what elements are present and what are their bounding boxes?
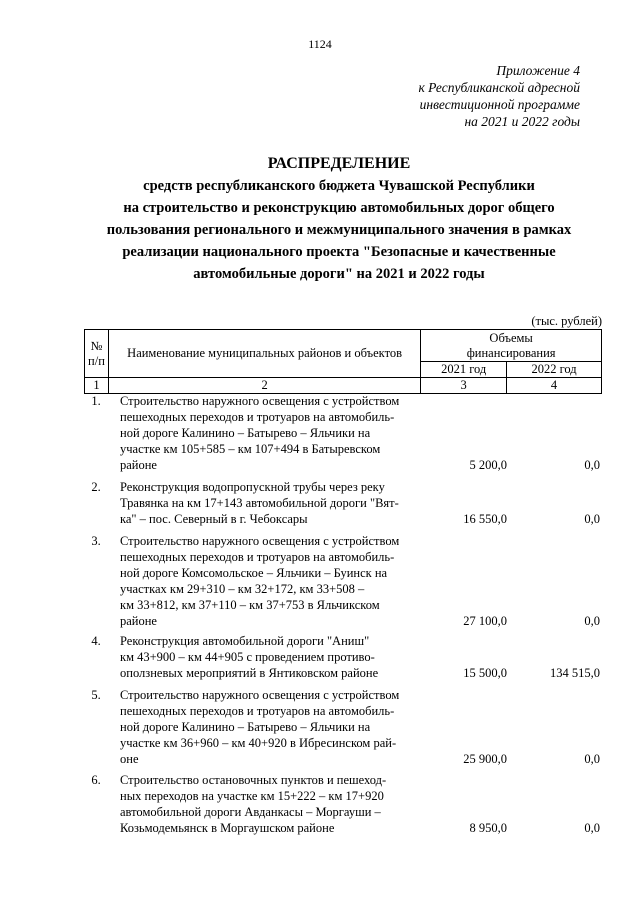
row-object-name	[120, 633, 423, 681]
appendix-line: на 2021 и 2022 годы	[464, 114, 580, 129]
page-number: 1124	[308, 37, 332, 51]
title-line: пользования регионального и межмуниципального значения в рамках	[106, 222, 572, 238]
row-text-line: районе	[120, 458, 157, 472]
row-object-name	[120, 479, 423, 527]
row-text-line: участке км 36+960 – км 40+920 в Ибресинском рай-	[120, 736, 397, 750]
column-number: 1	[85, 378, 109, 394]
table-header	[84, 329, 602, 394]
row-object-name	[120, 687, 423, 767]
value-2022: 0,0	[584, 821, 600, 835]
value-2022: 0,0	[584, 614, 600, 628]
row-text-line: оползневых мероприятий в Янтиковском районе	[120, 666, 379, 680]
document-title	[84, 153, 594, 285]
row-text-line: ной дороге Калинино – Батырево – Яльчики на	[120, 426, 371, 440]
header-year-2022: 2022 год	[507, 362, 602, 378]
row-text-line: км 33+812, км 37+110 – км 37+753 в Яльчикском	[120, 598, 380, 612]
row-text-line: Реконструкция автомобильной дороги "Аниш"	[120, 634, 370, 648]
row-text-line: районе	[120, 614, 157, 628]
row-text-line: автомобильной дороги Авданкасы – Моргауши –	[120, 805, 381, 819]
row-text-line: пешеходных переходов и тротуаров на автомобиль-	[120, 550, 395, 564]
row-text-line: ка" – пос. Северный в г. Чебоксары	[120, 512, 308, 526]
value-2021: 16 550,0	[463, 512, 507, 526]
row-text-line: км 43+900 – км 44+905 с проведением противо-	[120, 650, 375, 664]
header-num-line: №	[90, 338, 103, 353]
row-number: 2.	[91, 480, 101, 494]
row-text-line: Строительство наружного освещения с устройством	[120, 534, 400, 548]
header-num-line: п/п	[88, 353, 105, 368]
value-2022: 0,0	[584, 458, 600, 472]
row-text-line: Строительство наружного освещения с устройством	[120, 688, 400, 702]
row-text-line: участке км 105+585 – км 107+494 в Батыревском	[120, 442, 381, 456]
row-number: 3.	[91, 534, 101, 548]
header-year-2021: 2021 год	[421, 362, 507, 378]
value-2021: 25 900,0	[463, 752, 507, 766]
appendix-line: к Республиканской адресной	[418, 80, 580, 95]
appendix-note	[418, 62, 580, 130]
header-num	[85, 330, 109, 378]
row-object-name	[120, 772, 423, 836]
value-2021: 5 200,0	[469, 458, 507, 472]
row-text-line: оне	[120, 752, 139, 766]
row-text-line: ной дороге Комсомольское – Яльчики – Буинск на	[120, 566, 388, 580]
row-text-line: Козьмодемьянск в Моргаушском районе	[120, 821, 335, 835]
value-2021: 8 950,0	[469, 821, 507, 835]
header-funding	[421, 330, 602, 362]
row-object-name	[120, 533, 423, 629]
row-object-name	[120, 393, 423, 473]
row-text-line: пешеходных переходов и тротуаров на автомобиль-	[120, 410, 395, 424]
units-label: (тыс. рублей)	[531, 314, 602, 328]
column-number: 2	[108, 378, 420, 394]
appendix-line: инвестиционной программе	[419, 97, 580, 112]
row-text-line: пешеходных переходов и тротуаров на автомобиль-	[120, 704, 395, 718]
title-line: автомобильные дороги" на 2021 и 2022 годы	[193, 266, 485, 282]
row-text-line: Травянка на км 17+143 автомобильной дороги "Вят-	[120, 496, 399, 510]
value-2021: 27 100,0	[463, 614, 507, 628]
title-heading: РАСПРЕДЕЛЕНИЕ	[267, 155, 411, 172]
row-text-line: Реконструкция водопропускной трубы через реку	[120, 480, 385, 494]
value-2022: 134 515,0	[550, 666, 600, 680]
title-line: реализации национального проекта "Безопасные и качественные	[122, 244, 556, 260]
row-text-line: ной дороге Калинино – Батырево – Яльчики на	[120, 720, 371, 734]
row-number: 5.	[91, 688, 101, 702]
value-2021: 15 500,0	[463, 666, 507, 680]
header-funding-line: финансирования	[466, 345, 556, 360]
row-text-line: ных переходов на участке км 15+222 – км 17+920	[120, 789, 384, 803]
row-text-line: Строительство наружного освещения с устройством	[120, 394, 400, 408]
column-number: 4	[507, 378, 602, 394]
header-funding-line: Объемы	[489, 330, 533, 345]
title-line: на строительство и реконструкцию автомобильных дорог общего	[123, 200, 555, 216]
appendix-line: Приложение 4	[496, 63, 580, 78]
column-number: 3	[421, 378, 507, 394]
row-number: 4.	[91, 634, 101, 648]
row-number: 1.	[91, 394, 101, 408]
value-2022: 0,0	[584, 752, 600, 766]
title-line: средств республиканского бюджета Чувашской Республики	[143, 178, 535, 194]
row-number: 6.	[91, 773, 101, 787]
row-text-line: Строительство остановочных пунктов и пешеход-	[120, 773, 387, 787]
row-text-line: участках км 29+310 – км 32+172, км 33+508 –	[120, 582, 365, 596]
header-name: Наименование муниципальных районов и объектов	[108, 330, 420, 378]
value-2022: 0,0	[584, 512, 600, 526]
